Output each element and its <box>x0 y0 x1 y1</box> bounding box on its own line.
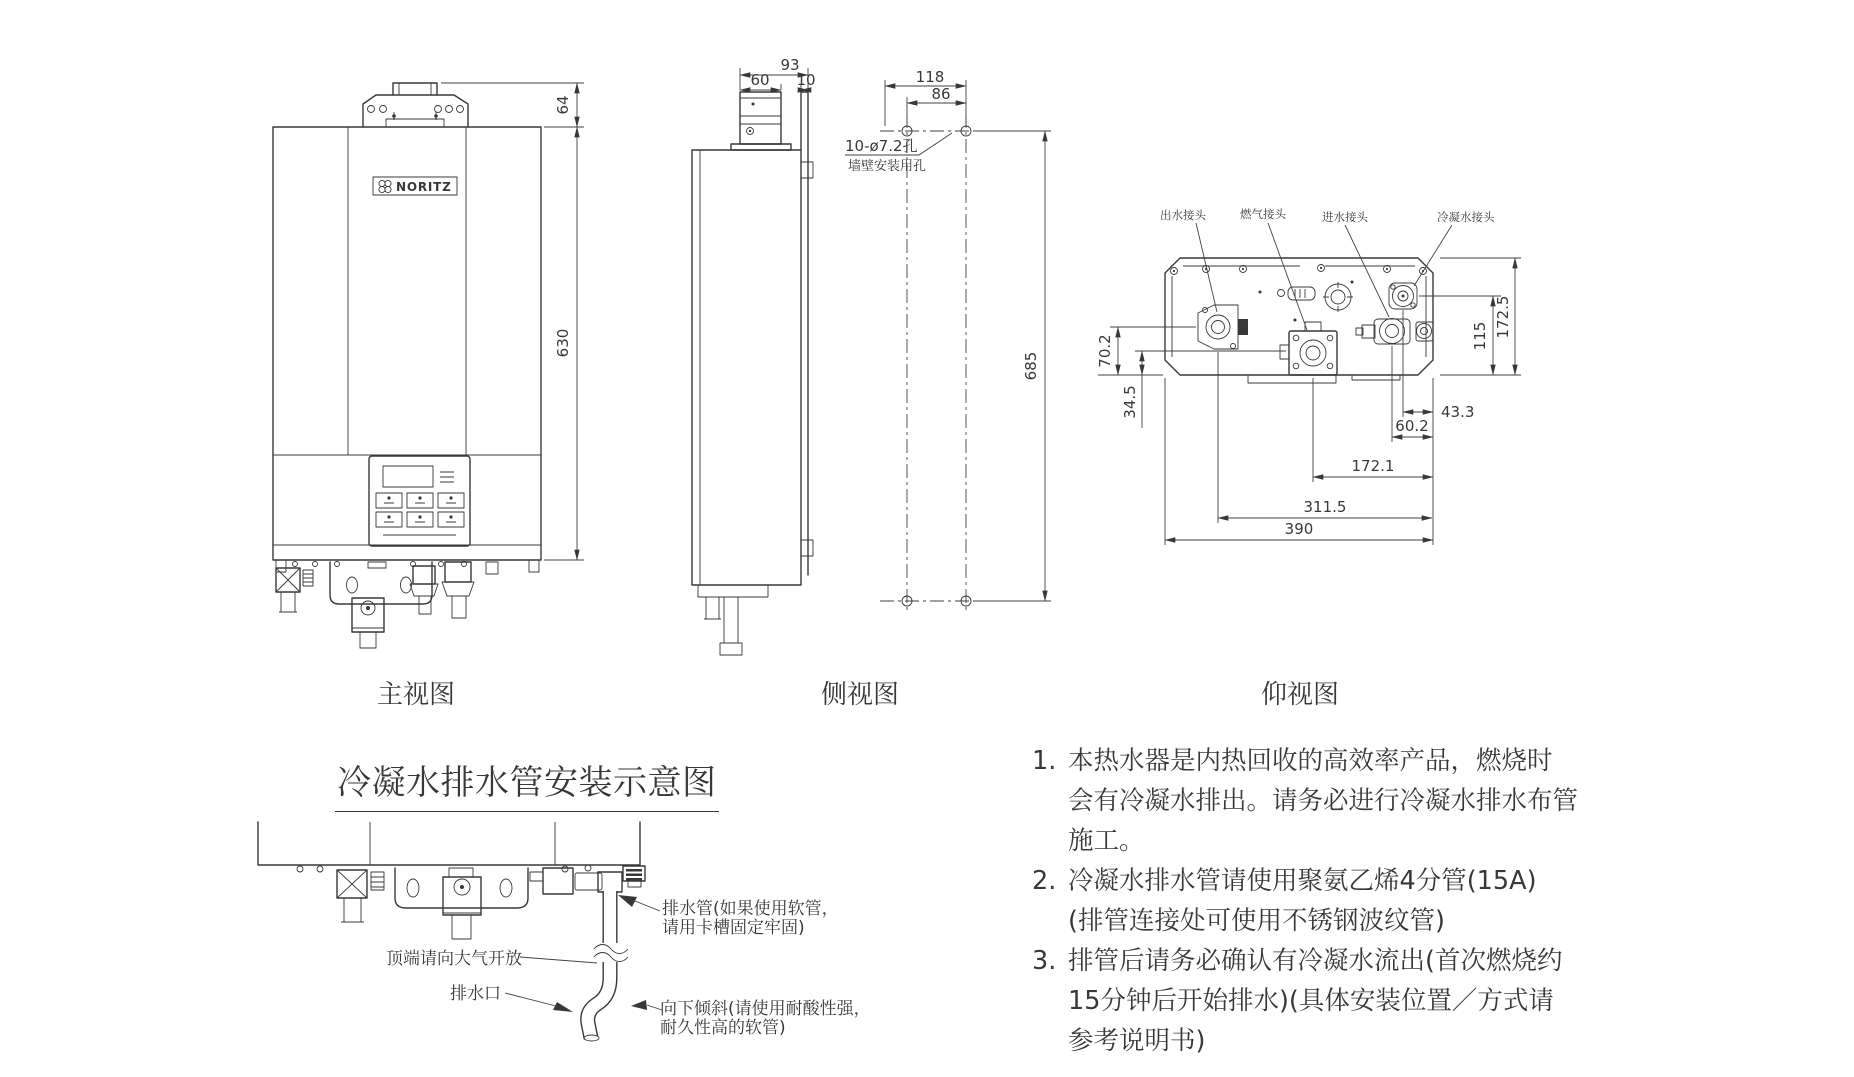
note-item-3 <box>1032 941 1592 1061</box>
side-view <box>692 56 816 655</box>
side-dimensions <box>740 56 816 90</box>
control-panel <box>369 456 470 546</box>
dim-top-overall: 93 <box>780 56 800 74</box>
label-outlet: 出水接头 <box>1160 208 1206 222</box>
note-line: (排管连接处可使用不锈钢波纹管) <box>1068 906 1445 936</box>
dim-hole-outer-width: 118 <box>915 68 945 86</box>
dim-hole-vertical-span: 685 <box>1022 351 1040 381</box>
callout-drain-outlet: 排水口 <box>450 984 501 1004</box>
dim-bracket-offset: 10 <box>796 71 816 89</box>
hose-break-marks <box>594 945 628 962</box>
panel-grille-icon <box>440 472 454 482</box>
panel-button <box>407 493 433 508</box>
bottom-screws <box>1171 265 1427 322</box>
dim-width: 390 <box>1284 520 1314 538</box>
side-view-label: 侧视图 <box>820 680 899 710</box>
dim-outlet-from-right: 311.5 <box>1303 498 1347 516</box>
logo-text: NORITZ <box>396 180 452 194</box>
note-number: 2. <box>1032 866 1057 896</box>
dim-condensate-from-right: 43.3 <box>1441 403 1475 421</box>
label-inlet: 进水接头 <box>1322 210 1368 224</box>
note-line: 会有冷凝水排出。请务必进行冷凝水排水布管 <box>1068 786 1579 816</box>
dim-condensate-height: 115 <box>1471 321 1489 351</box>
callout-drain-pipe-line1: 排水管(如果使用软管， <box>662 899 839 919</box>
front-dimensions <box>441 83 584 560</box>
label-condensate: 冷凝水接头 <box>1437 210 1495 224</box>
panel-button <box>438 512 464 527</box>
note-line: 施工。 <box>1068 826 1145 856</box>
dim-hole-inner-width: 86 <box>931 85 951 103</box>
gas-fitting <box>1280 322 1337 375</box>
callout-drain-pipe-line2: 请用卡槽固定牢固) <box>662 918 805 938</box>
arrow-icon <box>553 1002 573 1012</box>
dim-gas-offset: 34.5 <box>1121 385 1139 419</box>
inlet-fitting <box>1356 319 1433 345</box>
noritz-logo <box>373 177 457 195</box>
noritz-knot-icon <box>379 180 385 186</box>
hole-callout-line2: 墙壁安装用孔 <box>848 159 927 174</box>
panel-button <box>438 493 464 508</box>
panel-display <box>383 466 433 487</box>
note-number: 1. <box>1032 746 1057 776</box>
note-line: 15分钟后开始排水)(具体安装位置／方式请 <box>1068 986 1554 1016</box>
side-bottom-fittings <box>698 585 768 655</box>
note-number: 3. <box>1032 946 1057 976</box>
panel-button <box>407 512 433 527</box>
dim-depth: 172.5 <box>1494 295 1512 339</box>
bottom-view-label: 仰视图 <box>1260 680 1339 710</box>
callout-slope-line1: 向下倾斜(请使用耐酸性强， <box>660 999 871 1019</box>
bottom-view-dimensions <box>1096 258 1521 545</box>
installation-notes <box>1032 741 1592 1061</box>
outlet-fitting <box>1198 305 1248 349</box>
hole-callout-line1: 10-ø7.2孔 <box>845 137 918 155</box>
front-view <box>273 83 584 648</box>
dim-flue-width: 60 <box>750 71 770 89</box>
install-diagram-title: 冷凝水排水管安装示意图 <box>335 755 719 812</box>
note-line: 冷凝水排水管请使用聚氨乙烯4分管(15A) <box>1068 866 1537 896</box>
front-view-label: 主视图 <box>376 680 455 710</box>
note-line: 排管后请务必确认有冷凝水流出(首次燃烧约 <box>1068 946 1563 976</box>
panel-button <box>376 512 402 527</box>
dim-gas-from-right: 172.1 <box>1351 457 1395 475</box>
note-item-2 <box>1032 861 1592 941</box>
note-item-1 <box>1032 741 1592 861</box>
front-bottom-fittings <box>276 562 498 649</box>
condensate-fitting <box>1389 283 1417 309</box>
install-diagram <box>258 822 871 1041</box>
label-gas: 燃气接头 <box>1240 207 1286 221</box>
dim-bracket-height: 64 <box>554 95 572 115</box>
dim-inlet-from-right: 60.2 <box>1395 417 1429 435</box>
connection-labels <box>1160 207 1495 330</box>
callout-open-top: 顶端请向大气开放 <box>386 949 522 969</box>
panel-button <box>376 493 402 508</box>
dim-outlet-offset: 70.2 <box>1096 334 1114 368</box>
note-line: 参考说明书) <box>1068 1026 1206 1056</box>
arrow-icon <box>618 895 637 907</box>
wall-mount-dimensions <box>845 68 1051 601</box>
arrow-icon <box>631 1000 647 1010</box>
note-line: 本热水器是内热回收的高效率产品，燃烧时 <box>1068 746 1553 776</box>
bottom-view <box>1096 207 1521 545</box>
wall-mount-pattern <box>845 68 1051 612</box>
callout-slope-line2: 耐久性高的软管) <box>660 1018 786 1038</box>
dim-body-height: 630 <box>554 328 572 358</box>
